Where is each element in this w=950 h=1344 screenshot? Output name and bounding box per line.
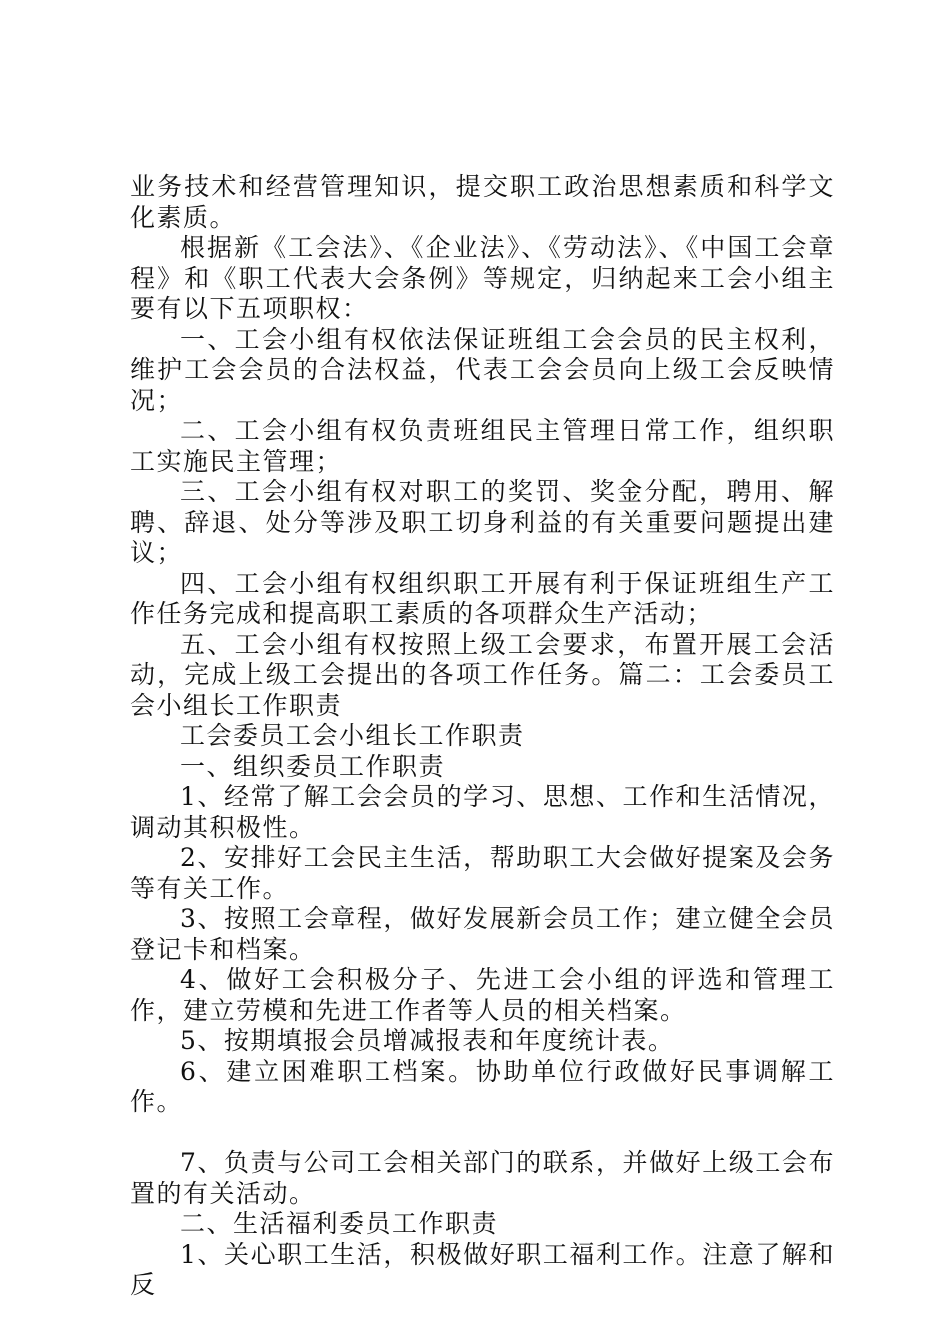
section-title: 工会委员工会小组长工作职责 <box>180 721 525 750</box>
paragraph-power-2: 二、工会小组有权负责班组民主管理日常工作，组织职工实施民主管理； <box>130 416 835 476</box>
paragraph-power-1: 一、工会小组有权依法保证班组工会会员的民主权利，维护工会会员的合法权益，代表工会会员向上级工会反映情况； <box>130 324 835 415</box>
list-item-org-6: 6、建立困难职工档案。协助单位行政做好民事调解工作。 <box>130 1056 835 1116</box>
list-item-welfare-1: 1、关心职工生活，积极做好职工福利工作。注意了解和反 <box>130 1239 835 1299</box>
subsection-heading-organization: 一、组织委员工作职责 <box>180 751 446 781</box>
list-item-org-1: 1、经常了解工会会员的学习、思想、工作和生活情况，调动其积极性。 <box>130 782 835 842</box>
blank-line <box>130 1118 835 1149</box>
paragraph-continuation: 业务技术和经营管理知识，提交职工政治思想素质和科学文化素质。 <box>130 172 835 232</box>
document-page <box>130 172 835 1301</box>
list-item-org-2: 2、安排好工会民主生活，帮助职工大会做好提案及会务等有关工作。 <box>130 843 835 903</box>
list-item-org-3: 3、按照工会章程，做好发展新会员工作；建立健全会员登记卡和档案。 <box>130 904 835 964</box>
paragraph-power-5: 五、工会小组有权按照上级工会要求，布置开展工会活动，完成上级工会提出的各项工作任务。篇二：工会委员工会小组长工作职责 <box>130 629 835 720</box>
list-item-org-5: 5、按期填报会员增减报表和年度统计表。 <box>180 1026 675 1055</box>
subsection-heading-welfare: 二、生活福利委员工作职责 <box>180 1209 499 1238</box>
list-item-org-4: 4、做好工会积极分子、先进工会小组的评选和管理工作，建立劳模和先进工作者等人员的相关档案。 <box>130 965 835 1025</box>
paragraph-power-4: 四、工会小组有权组织职工开展有利于保证班组生产工作任务完成和提高职工素质的各项群众生产活动； <box>130 568 835 628</box>
paragraph-intro-powers: 根据新《工会法》、《企业法》、《劳动法》、《中国工会章程》和《职工代表大会条例》等规定，归纳起来工会小组主要有以下五项职权： <box>130 233 835 323</box>
list-item-org-7: 7、负责与公司工会相关部门的联系，并做好上级工会布置的有关活动。 <box>130 1148 835 1208</box>
paragraph-power-3: 三、工会小组有权对职工的奖罚、奖金分配，聘用、解聘、辞退、处分等涉及职工切身利益的有关重要问题提出建议； <box>130 477 835 567</box>
